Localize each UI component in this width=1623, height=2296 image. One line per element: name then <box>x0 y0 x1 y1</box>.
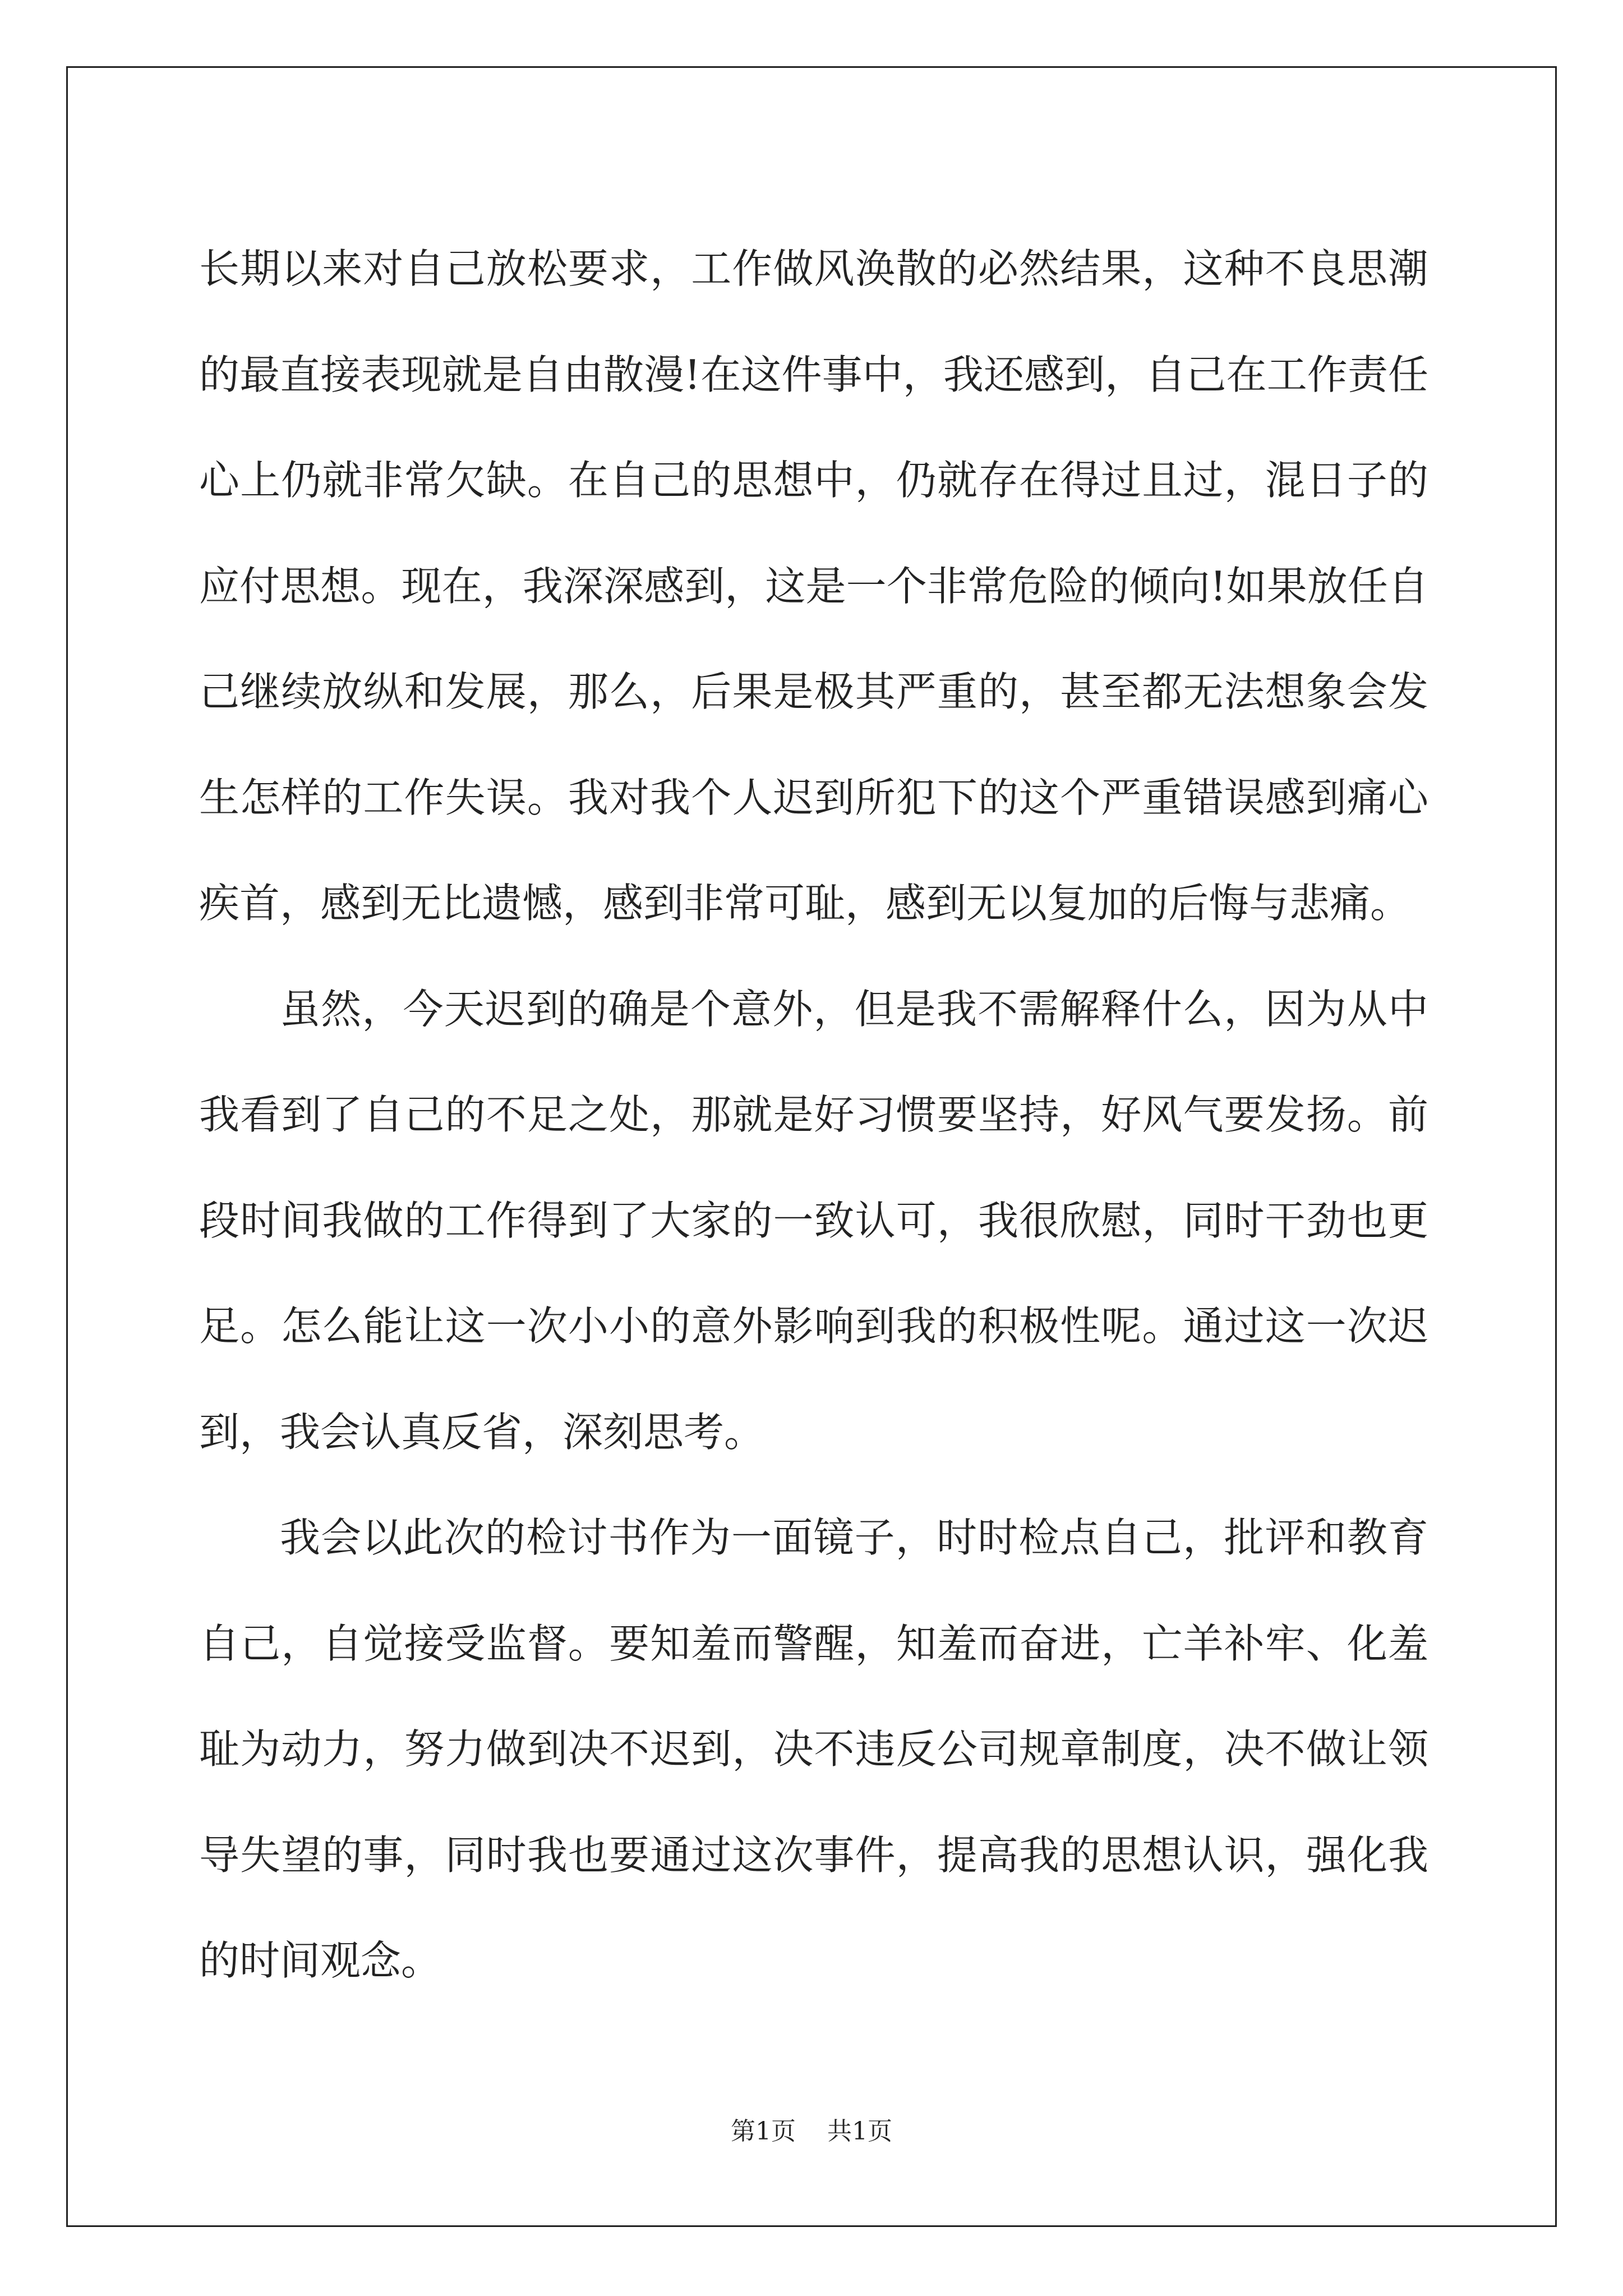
paragraph-2: 虽然，今天迟到的确是个意外，但是我不需解释什么，因为从中我看到了自己的不足之处，那就是好习惯要坚持，好风气要发扬。前段时间我做的工作得到了大家的一致认可，我很欣慰，同时干劲也更足。怎么能让这一次小小的意外影响到我的积极性呢。通过这一次迟到，我会认真反省，深刻思考。 <box>199 985 1428 1456</box>
document-body <box>199 216 1428 2014</box>
paragraph-1: 长期以来对自己放松要求，工作做风涣散的必然结果，这种不良思潮的最直接表现就是自由散漫!在这件事中，我还感到，自己在工作责任心上仍就非常欠缺。在自己的思想中，仍就存在得过且过，混日子的应付思想。现在，我深深感到，这是一个非常危险的倾向!如果放任自己继续放纵和发展，那么，后果是极其严重的，甚至都无法想象会发生怎样的工作失误。我对我个人迟到所犯下的这个严重错误感到痛心疾首，感到无比遗憾，感到非常可耻，感到无以复加的后悔与悲痛。 <box>199 245 1428 927</box>
page-footer <box>0 2115 1623 2148</box>
paragraph-3: 我会以此次的检讨书作为一面镜子，时时检点自己，批评和教育自己，自觉接受监督。要知羞而警醒，知羞而奋进，亡羊补牢、化羞耻为动力，努力做到决不迟到，决不违反公司规章制度，决不做让领导失望的事，同时我也要通过这次事件，提高我的思想认识，强化我的时间观念。 <box>199 1514 1428 1984</box>
page-number-current: 第1页 <box>731 2117 796 2146</box>
page-number-total: 共1页 <box>827 2117 892 2146</box>
